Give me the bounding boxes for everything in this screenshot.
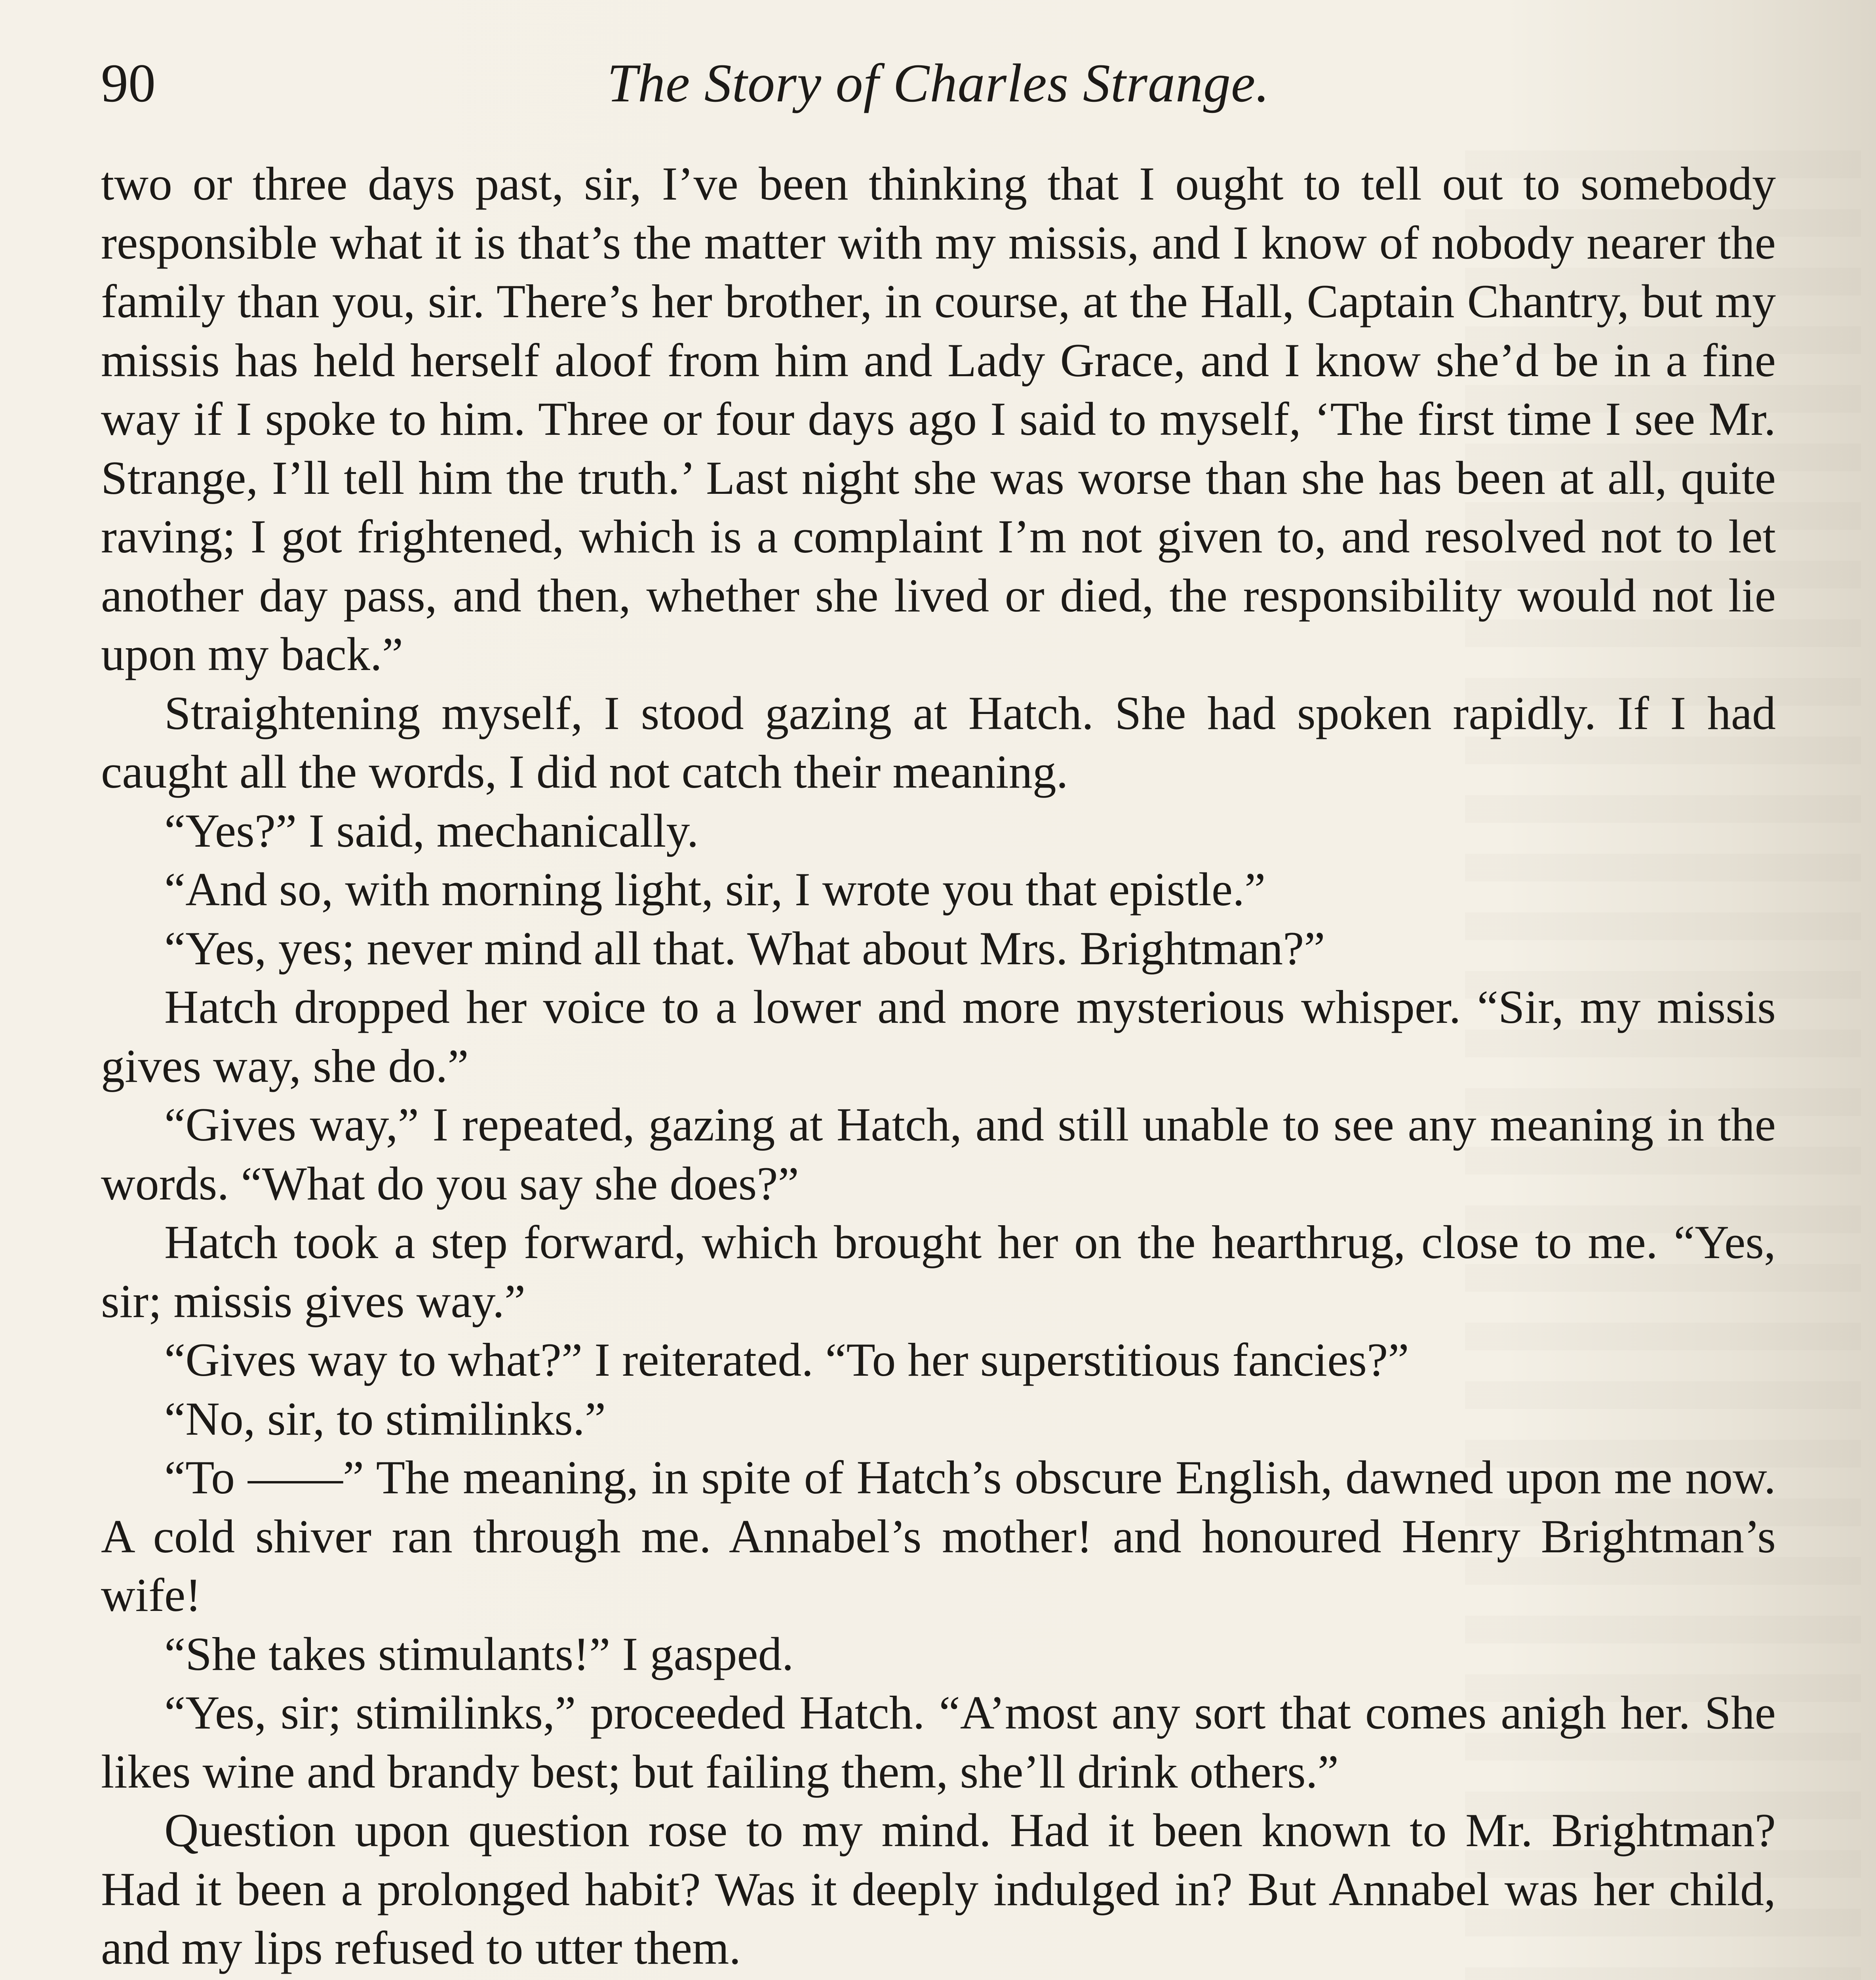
paragraph: “She takes stimulants!” I gasped.	[164, 1627, 794, 1680]
running-title: The Story of Charles Strange.	[607, 53, 1270, 113]
page-number: 90	[101, 53, 156, 113]
paragraph: “To ——” The meaning, in spite of Hatch’s obscure English, dawned upon me now. A cold shiver ran through me. Annabel’s mother! and honoured Henry Brightman’s wife!	[101, 1451, 1776, 1621]
body-text	[101, 154, 1776, 1980]
paragraph: “Yes, sir; stimilinks,” proceeded Hatch. “A’most any sort that comes anigh her. She likes wine and brandy best; but failing them, she’ll drink others.”	[101, 1686, 1776, 1798]
paragraph: Hatch took a step forward, which brought her on the hearthrug, close to me. “Yes, sir; missis gives way.”	[101, 1216, 1776, 1327]
paragraph: “Yes?” I said, mechanically.	[164, 804, 699, 857]
paragraph: “Gives way to what?” I reiterated. “To her superstitious fancies?”	[164, 1333, 1409, 1386]
page-header	[101, 38, 1776, 129]
paragraph: “No, sir, to stimilinks.”	[164, 1392, 606, 1445]
paragraph	[101, 1978, 1776, 1980]
paragraph: “Gives way,” I repeated, gazing at Hatch, and still unable to see any meaning in the words. “What do you say she does?”	[101, 1098, 1776, 1210]
paragraph: “Yes, yes; never mind all that. What about Mrs. Brightman?”	[164, 921, 1325, 975]
paragraph: “And so, with morning light, sir, I wrote you that epistle.”	[164, 863, 1266, 916]
paragraph: Hatch dropped her voice to a lower and more mysterious whisper. “Sir, my missis gives way, she do.”	[101, 980, 1776, 1092]
paragraph: Straightening myself, I stood gazing at Hatch. She had spoken rapidly. If I had caught all the words, I did not catch their meaning.	[101, 686, 1776, 798]
paragraph: two or three days past, sir, I’ve been thinking that I ought to tell out to somebody responsible what it is that’s the matter with my missis, and I know of nobody nearer the family than you, sir. There’s her brother, in course, at the Hall, Captain Chantry, but my missis has held herself aloof from him and Lady Grace, and I know she’d be in a fine way if I spoke to him. Three or four days ago I said to myself, ‘The first time I see Mr. Strange, I’ll tell him the truth.’ Last night she was worse than she has been at all, quite raving; I got frightened, which is a complaint I’m not given to, and resolved not to let another day pass, and then, whether she lived or died, the responsibility would not lie upon my back.”	[101, 157, 1776, 680]
paragraph: Question upon question rose to my mind. Had it been known to Mr. Brightman? Had it been a prolonged habit? Was it deeply indulged in? But Annabel was her child, and my lips refused to utter them.	[101, 1804, 1776, 1974]
